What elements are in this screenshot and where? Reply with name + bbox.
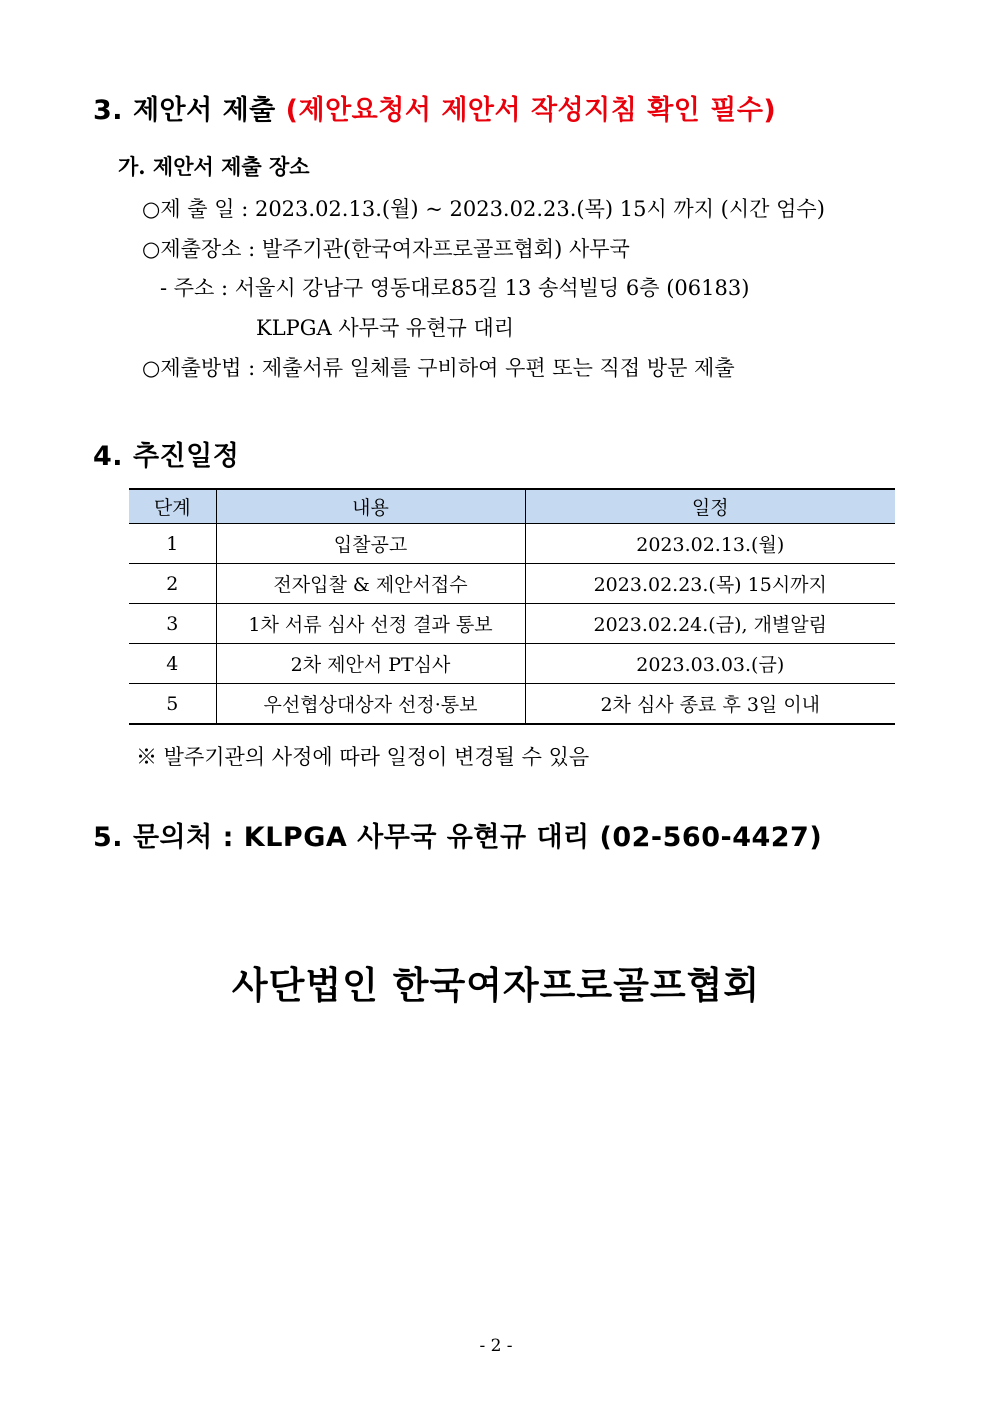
row-date: 2023.02.24.(금), 개별알림: [525, 604, 895, 644]
row-date: 2023.03.03.(금): [525, 644, 895, 684]
row-content: 우선협상대상자 선정·통보: [216, 684, 525, 725]
header-step: 단계: [129, 489, 216, 524]
table-row: [129, 604, 895, 644]
table-row: [129, 644, 895, 684]
table-row: [129, 524, 895, 564]
row-step: 3: [129, 604, 216, 644]
subsection-submission-place: 가. 제안서 제출 장소: [118, 154, 310, 179]
row-step: 2: [129, 564, 216, 604]
section-3-heading: [93, 88, 776, 127]
schedule-change-note: ※ 발주기관의 사정에 따라 일정이 변경될 수 있음: [136, 745, 590, 769]
row-step: 5: [129, 684, 216, 725]
section-5-title: 5. 문의처 : KLPGA 사무국 유현규 대리 (02-560-4427): [93, 822, 823, 853]
header-content: 내용: [216, 489, 525, 524]
section-4-title: 4. 추진일정: [93, 441, 240, 472]
submission-place-line: ○제출장소 : 발주기관(한국여자프로골프협회) 사무국: [142, 237, 630, 261]
contact-person-line: KLPGA 사무국 유현규 대리: [256, 316, 515, 340]
header-date: 일정: [525, 489, 895, 524]
row-content: 2차 제안서 PT심사: [216, 644, 525, 684]
schedule-table: [129, 488, 895, 725]
section-3-title: 3. 제안서 제출: [93, 95, 276, 126]
row-content: 전자입찰 & 제안서접수: [216, 564, 525, 604]
schedule-header-row: [129, 489, 895, 524]
row-content: 입찰공고: [216, 524, 525, 564]
table-row: [129, 684, 895, 725]
row-date: 2023.02.23.(목) 15시까지: [525, 564, 895, 604]
submission-date-line: ○제 출 일 : 2023.02.13.(월) ~ 2023.02.23.(목) 15시 까지 (시간 엄수): [142, 197, 825, 221]
section-3-title-note: (제안요청서 제안서 작성지침 확인 필수): [285, 95, 777, 126]
row-step: 4: [129, 644, 216, 684]
row-date: 2023.02.13.(월): [525, 524, 895, 564]
table-row: [129, 564, 895, 604]
row-date: 2차 심사 종료 후 3일 이내: [525, 684, 895, 725]
organization-name: 사단법인 한국여자프로골프협회: [231, 963, 761, 1007]
row-content: 1차 서류 심사 선정 결과 통보: [216, 604, 525, 644]
address-line: - 주소 : 서울시 강남구 영동대로85길 13 송석빌딩 6층 (06183): [160, 276, 750, 300]
submission-method-line: ○제출방법 : 제출서류 일체를 구비하여 우편 또는 직접 방문 제출: [142, 356, 735, 380]
page-number: - 2 -: [479, 1336, 513, 1356]
row-step: 1: [129, 524, 216, 564]
